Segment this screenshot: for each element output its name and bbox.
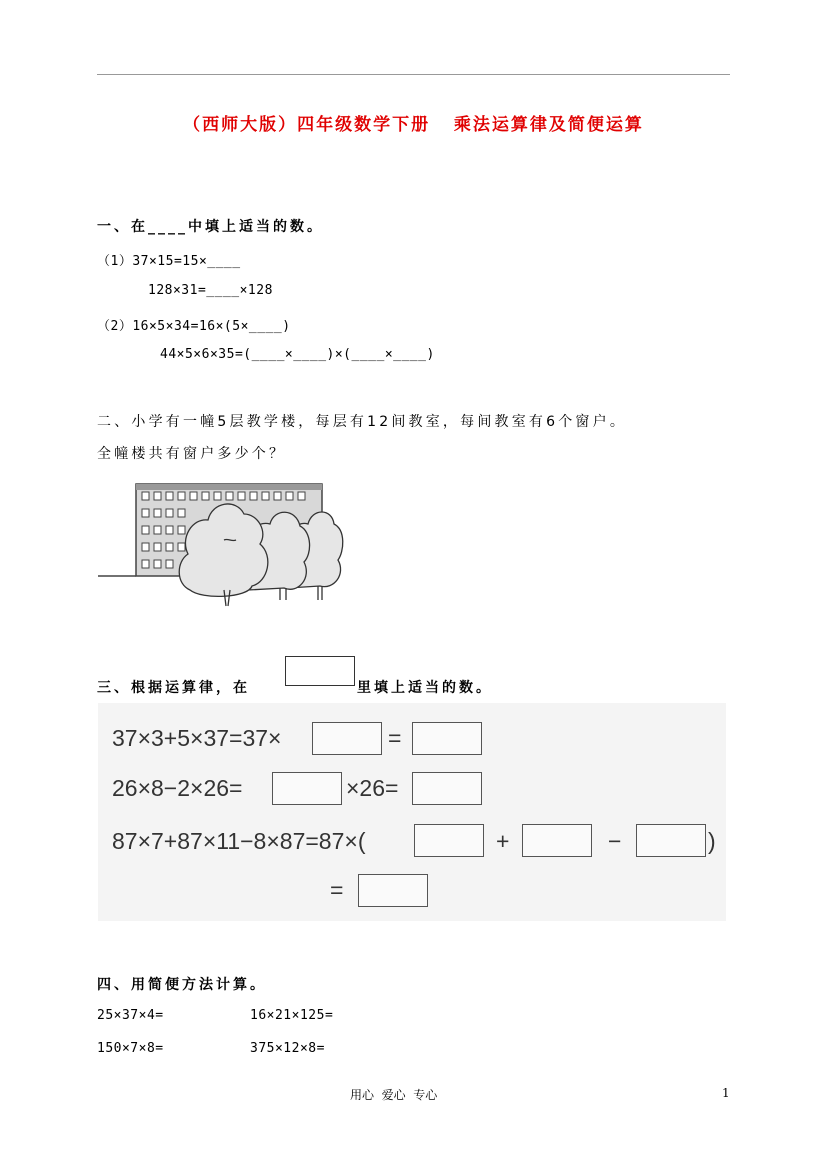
eq3-plus: +	[496, 828, 510, 854]
eq1-left: 37×3+5×37=37×	[112, 725, 282, 751]
eq1-answer-box-2[interactable]	[412, 722, 482, 755]
eq4-answer-box[interactable]	[358, 874, 428, 907]
section2-line-2: 全幢楼共有窗户多少个？	[97, 446, 287, 462]
eq1-equals: =	[388, 725, 402, 751]
section4-problem-1: 25×37×4=	[97, 1008, 164, 1023]
eq3-answer-box-2[interactable]	[522, 824, 592, 857]
eq2-mid: ×26=	[346, 775, 399, 801]
eq2-answer-box-1[interactable]	[272, 772, 342, 805]
eq1-answer-box-1[interactable]	[312, 722, 382, 755]
page-number: 1	[722, 1086, 730, 1100]
section1-line-1: （1）37×15=15×____	[97, 254, 241, 269]
section3-heading-start: 三、根据运算律，在	[97, 680, 250, 696]
section4-problem-4: 375×12×8=	[250, 1041, 325, 1056]
footer-text: 用心 爱心 专心	[350, 1088, 438, 1102]
eq3-answer-box-1[interactable]	[414, 824, 484, 857]
eq4-equals: =	[330, 877, 344, 903]
inline-answer-box	[285, 656, 355, 686]
section3-heading-end: 里填上适当的数。	[357, 680, 493, 696]
school-building-illustration	[98, 478, 344, 610]
section4-problem-2: 16×21×125=	[250, 1008, 334, 1023]
section1-line-2: 128×31=____×128	[148, 283, 273, 298]
eq3-minus: −	[608, 828, 622, 854]
eq3-close: )	[708, 828, 716, 854]
eq3-answer-box-3[interactable]	[636, 824, 706, 857]
section2-line-1: 二、小学有一幢5层教学楼，每层有12间教室，每间教室有6个窗户。	[97, 414, 628, 430]
section1-line-3: （2）16×5×34=16×(5×____)	[97, 319, 291, 334]
eq2-answer-box-2[interactable]	[412, 772, 482, 805]
eq3-left: 87×7+87×11−8×87=87×(	[112, 828, 366, 854]
page-title: （西师大版）四年级数学下册 乘法运算律及简便运算	[183, 115, 644, 135]
section1-heading: 一、在____中填上适当的数。	[97, 219, 324, 235]
eq2-left: 26×8−2×26=	[112, 775, 243, 801]
section4-problem-3: 150×7×8=	[97, 1041, 164, 1056]
header-rule	[97, 74, 730, 75]
operation-law-panel	[98, 703, 726, 921]
section4-heading: 四、用简便方法计算。	[97, 977, 267, 993]
section1-line-4: 44×5×6×35=(____×____)×(____×____)	[160, 347, 435, 362]
